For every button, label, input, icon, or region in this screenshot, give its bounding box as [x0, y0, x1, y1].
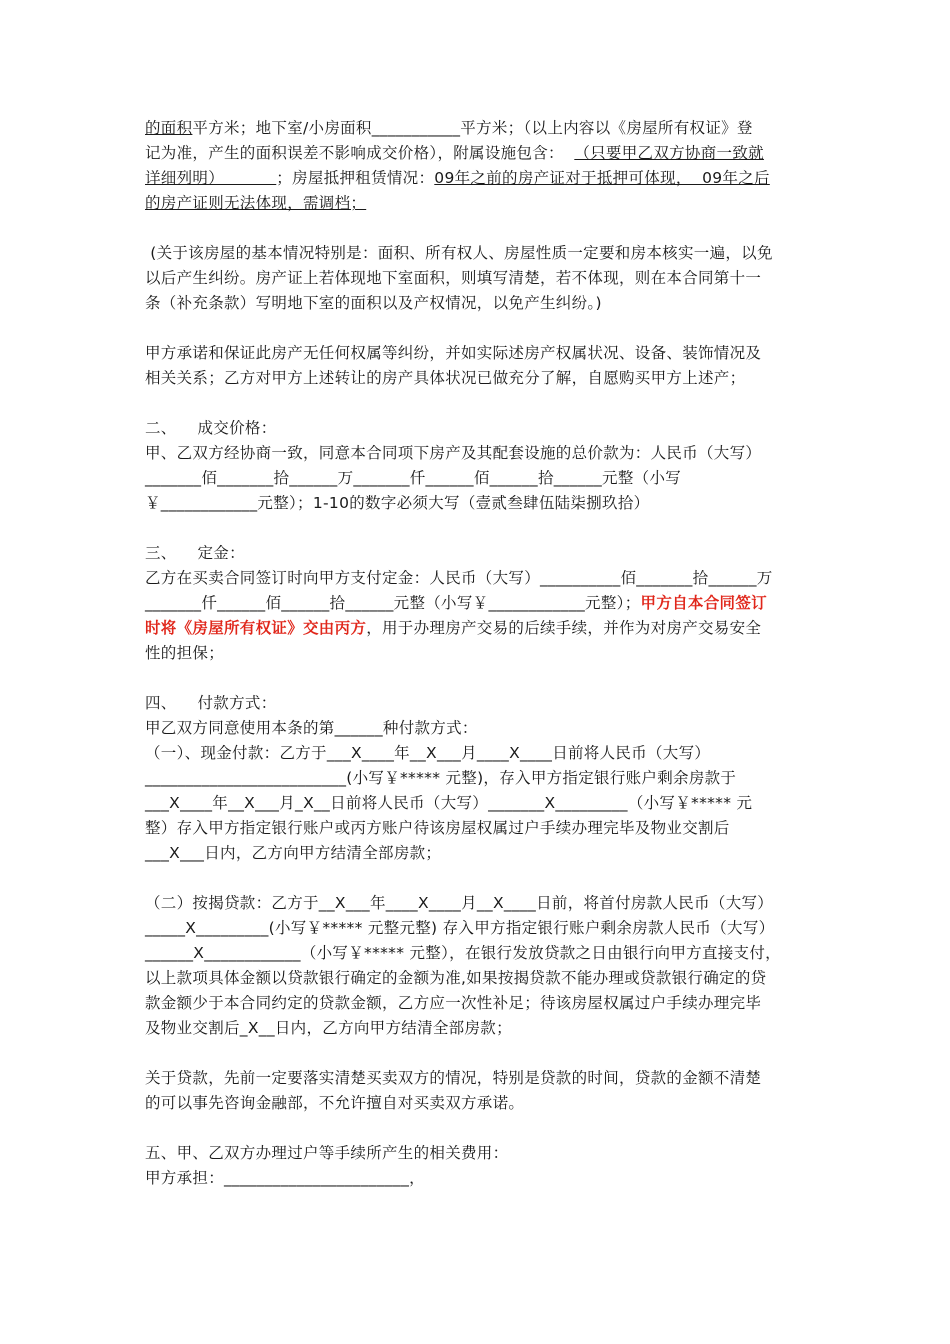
text-segment: 以后产生纠纷。房产证上若体现地下室面积，则填写清楚，若不体现，则在本合同第十一	[145, 269, 762, 287]
text-segment: 记为准，产生的面积误差不影响成交价格），附属设施包含：	[145, 144, 575, 162]
text-segment: 性的担保；	[145, 644, 225, 662]
text-line	[145, 1093, 524, 1113]
text-segment: ___X____年__X___月_X__日前将人民币（大写）_______X_________（小写￥***** 元	[145, 794, 753, 812]
text-segment: 以上款项具体金额以贷款银行确定的金额为准,如果按揭贷款不能办理或贷款银行确定的贷	[145, 969, 767, 987]
text-segment: （二）按揭贷款：乙方于__X___年____X____月__X____日前，将首付房款人民币（大写）	[145, 894, 774, 912]
text-segment: _________________________(小写￥***** 元整)，存入甲方指定银行账户剩余房款于	[145, 769, 737, 787]
text-line	[145, 468, 681, 488]
text-line	[145, 643, 224, 663]
text-line	[145, 618, 761, 638]
text-segment: 相关关系；乙方对甲方上述转让的房产具体状况已做充分了解，自愿购买甲方上述产；	[145, 369, 746, 387]
text-line	[145, 543, 245, 563]
text-line	[145, 843, 441, 863]
text-segment: 甲方承担：_______________________，	[145, 1169, 425, 1187]
text-segment: 及物业交割后_X__日内，乙方向甲方结清全部房款；	[145, 1019, 512, 1037]
text-line	[145, 968, 766, 988]
text-segment: 的面积	[145, 119, 193, 137]
text-segment: 三、 定金：	[145, 544, 245, 562]
text-line	[145, 343, 761, 363]
text-segment: 平方米；地下室/小房面积___________平方米；（以上内容以《房屋所有权证》登	[192, 119, 753, 137]
text-line	[145, 193, 366, 213]
text-line	[145, 443, 761, 463]
text-segment: 甲乙双方同意使用本条的第______种付款方式：	[145, 719, 478, 737]
text-line	[145, 368, 745, 388]
text-segment: 详细列明）	[145, 169, 277, 187]
text-line	[145, 293, 602, 313]
text-line	[145, 268, 761, 288]
text-line	[145, 593, 767, 613]
text-line	[145, 1018, 512, 1038]
text-segment: ，用于办理房产交易的后续手续，并作为对房产交易安全	[366, 619, 762, 637]
text-segment: _______仟______佰______拾______元整（小写￥____________元整）；	[145, 594, 641, 612]
text-segment: （一）、现金付款：乙方于___X____年__X___月____X____日前将人民币（大写）	[145, 744, 711, 762]
text-line	[145, 568, 773, 588]
text-line	[145, 918, 774, 938]
text-line	[145, 943, 781, 963]
text-line	[145, 1143, 508, 1163]
text-segment: ___X___日内，乙方向甲方结清全部房款；	[145, 844, 442, 862]
text-line	[145, 168, 770, 188]
text-segment: 甲、乙双方经协商一致，同意本合同项下房产及其配套设施的总价款为：人民币（大写）	[145, 444, 762, 462]
text-segment: 款金额少于本合同约定的贷款金额，乙方应一次性补足；待该房屋权属过户手续办理完毕	[145, 994, 762, 1012]
text-segment: 的房产证则无法体现，需调档；	[145, 194, 367, 212]
text-segment: _____X_________(小写￥***** 元整元整) 存入甲方指定银行账户剩余房款人民币（大写）	[145, 919, 775, 937]
text-line	[145, 693, 277, 713]
text-line	[145, 493, 649, 513]
text-segment: 五、甲、乙双方办理过户等手续所产生的相关费用：	[145, 1144, 509, 1162]
text-segment: （只要甲乙双方协商一致就	[574, 144, 764, 162]
text-line	[145, 893, 773, 913]
text-segment: 乙方在买卖合同签订时向甲方支付定金：人民币（大写）__________佰_______拾______万	[145, 569, 773, 587]
text-line	[145, 993, 761, 1013]
text-segment: (关于该房屋的基本情况特别是：面积、所有权人、房屋性质一定要和房本核实一遍，以免	[145, 244, 773, 262]
text-line	[145, 143, 764, 163]
text-segment: 整）存入甲方指定银行账户或丙方账户待该房屋权属过户手续办理完毕及物业交割后	[145, 819, 730, 837]
text-segment: ；房屋抵押租赁情况：	[276, 169, 435, 187]
text-line	[145, 118, 753, 138]
text-segment: _______佰_______拾______万_______仟______佰______拾______元整（小写	[145, 469, 682, 487]
text-segment: 四、 付款方式：	[145, 694, 277, 712]
text-line	[145, 1068, 761, 1088]
text-segment: 的可以事先咨询金融部，不允许擅自对买卖双方承诺。	[145, 1094, 525, 1112]
text-line	[145, 768, 736, 788]
text-segment: ______X____________（小写￥***** 元整），在银行发放贷款之日由银行向甲方直接支付，	[145, 944, 781, 962]
text-segment: 条（补充条款）写明地下室的面积以及产权情况，以免产生纠纷。)	[145, 294, 602, 312]
highlighted-text: 时将《房屋所有权证》交由丙方	[145, 619, 367, 637]
text-segment: 二、 成交价格：	[145, 419, 277, 437]
text-line	[145, 818, 730, 838]
highlighted-text: 甲方自本合同签订	[640, 594, 767, 612]
text-segment: 关于贷款，先前一定要落实清楚买卖双方的情况，特别是贷款的时间，贷款的金额不清楚	[145, 1069, 762, 1087]
text-line	[145, 743, 710, 763]
text-segment: 甲方承诺和保证此房产无任何权属等纠纷，并如实际述房产权属状况、设备、装饰情况及	[145, 344, 762, 362]
text-segment: ￥____________元整）；1-10的数字必须大写（壹贰叁肆伍陆柒捌玖拾）	[145, 494, 650, 512]
text-line	[145, 718, 478, 738]
text-line	[145, 243, 773, 263]
text-line	[145, 1168, 425, 1188]
text-line	[145, 793, 752, 813]
text-line	[145, 418, 277, 438]
text-segment: 09年之前的房产证对于抵押可体现， 09年之后	[434, 169, 770, 187]
